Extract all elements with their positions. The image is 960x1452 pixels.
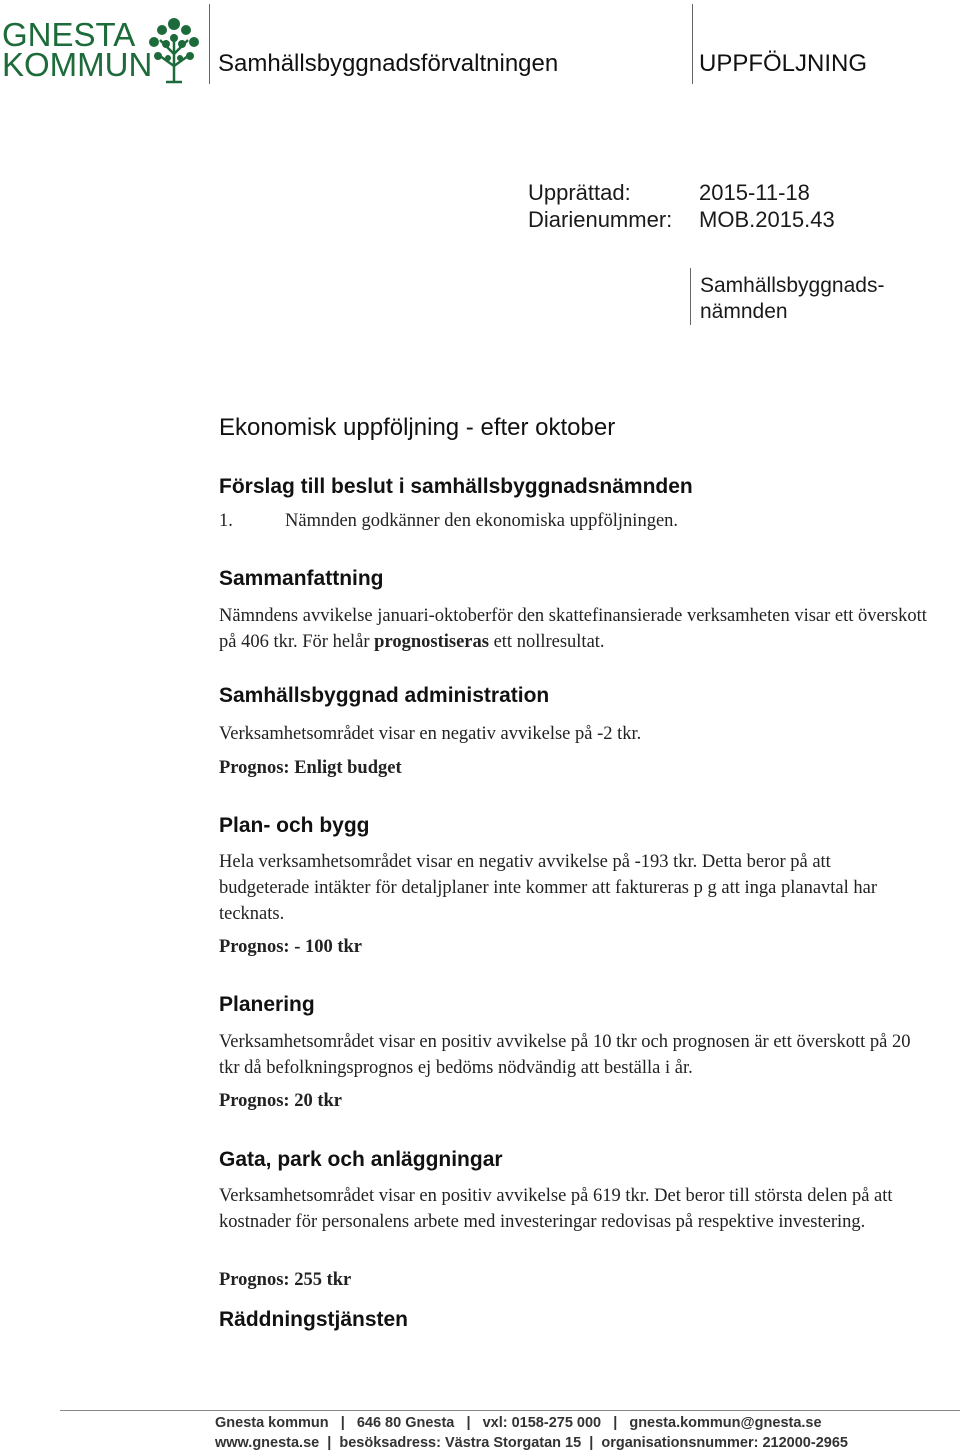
footer-contact-line: Gnesta kommun | 646 80 Gnesta | vxl: 0158-275 000 | gnesta.kommun@gnesta.se xyxy=(215,1415,822,1431)
created-value: 2015-11-18 xyxy=(699,180,810,205)
section-heading-administration: Samhällsbyggnad administration xyxy=(219,684,550,707)
proposal-list-item xyxy=(219,511,678,532)
recipient-line-1: Samhällsbyggnads- xyxy=(700,274,885,297)
proposal-item-number: 1. xyxy=(219,511,233,531)
document-type: UPPFÖLJNING xyxy=(699,50,868,77)
header-divider-left xyxy=(209,4,210,84)
logo-line-1: GNESTA xyxy=(2,16,136,53)
recipient xyxy=(700,273,920,325)
header-divider-right xyxy=(692,4,693,84)
tree-logo-icon xyxy=(144,14,204,84)
created-label: Upprättad: xyxy=(528,180,631,205)
section-text-plan-bygg: Hela verksamhetsområdet visar en negativ avvikelse på -193 tkr. Detta beror på att budgeterade intäkter för detaljplaner inte kommer att faktureras p g att inga planavtal har tecknats. xyxy=(219,852,878,924)
proposal-heading: Förslag till beslut i samhällsbyggnadsnämnden xyxy=(219,475,693,498)
section-heading-raddningstjansten: Räddningstjänsten xyxy=(219,1308,409,1331)
summary-text-part-1: Nämndens avvikelse januari-oktoberför den skattefinansierade verksamheten visar ett överskott på 406 tkr. För helår xyxy=(219,606,927,652)
department-name: Samhällsbyggnadsförvaltningen xyxy=(218,50,559,77)
document-title: Ekonomisk uppföljning - efter oktober xyxy=(219,414,616,441)
section-text-planering: Verksamhetsområdet visar en positiv avvikelse på 10 tkr och prognosen är ett överskott på 20 tkr då befolkningsprognos ej bedöms nödvändig att beställa i år. xyxy=(219,1032,911,1078)
section-heading-plan-bygg: Plan- och bygg xyxy=(219,814,370,837)
section-forecast-gata-park: Prognos: 255 tkr xyxy=(219,1270,352,1290)
section-text-administration: Verksamhetsområdet visar en negativ avvikelse på -2 tkr. xyxy=(219,724,642,744)
summary-text xyxy=(219,603,939,655)
section-forecast-administration: Prognos: Enligt budget xyxy=(219,758,402,778)
diary-number-value: MOB.2015.43 xyxy=(699,207,835,232)
footer-address-line: www.gnesta.se | besöksadress: Västra Storgatan 15 | organisationsnummer: 212000-2965 xyxy=(215,1435,848,1451)
summary-text-part-2: ett nollresultat. xyxy=(488,632,605,652)
recipient-divider xyxy=(690,268,691,325)
section-forecast-planering: Prognos: 20 tkr xyxy=(219,1091,342,1111)
section-forecast-plan-bygg: Prognos: - 100 tkr xyxy=(219,937,363,957)
summary-heading: Sammanfattning xyxy=(219,567,384,590)
recipient-line-2: nämnden xyxy=(700,300,788,323)
logo-text xyxy=(2,16,153,83)
logo-line-2: KOMMUN xyxy=(2,46,153,83)
section-heading-planering: Planering xyxy=(219,993,315,1016)
footer-divider xyxy=(60,1410,960,1411)
summary-text-bold: prognostiseras xyxy=(374,632,489,652)
section-heading-gata-park: Gata, park och anläggningar xyxy=(219,1148,503,1171)
section-text-gata-park: Verksamhetsområdet visar en positiv avvikelse på 619 tkr. Det beror till största delen på att kostnader för personalens arbete med investeringar redovisas på respektive investering. xyxy=(219,1186,893,1232)
diary-number-label: Diarienummer: xyxy=(528,207,673,232)
proposal-item-text: Nämnden godkänner den ekonomiska uppföljningen. xyxy=(285,511,679,531)
